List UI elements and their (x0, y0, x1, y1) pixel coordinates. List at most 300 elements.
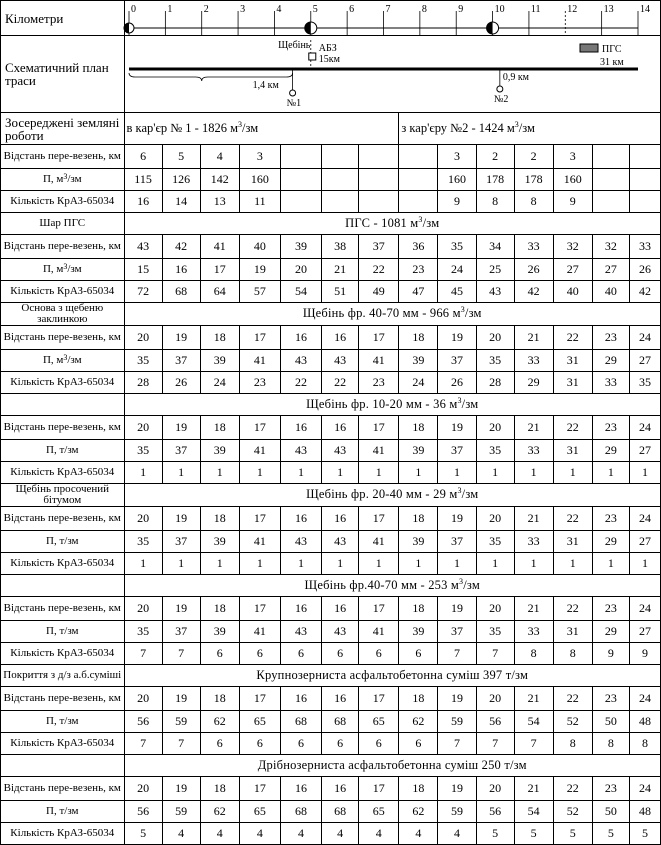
value-cell: 16 (322, 416, 359, 440)
row-label: Кількість КрАЗ-65034 (1, 281, 125, 303)
value-cell: 18 (399, 777, 438, 801)
value-cell: 56 (476, 711, 514, 733)
value-cell: 17 (239, 326, 280, 350)
value-cell: 42 (514, 281, 553, 303)
value-cell: 7 (438, 643, 476, 665)
value-cell: 20 (476, 687, 514, 711)
value-cell: 16 (322, 326, 359, 350)
value-cell: 6 (124, 145, 162, 169)
table-row (1, 711, 661, 733)
row-label: П, т/зм (1, 531, 125, 553)
km-tick-label: 5 (312, 4, 318, 15)
value-cell: 50 (592, 801, 629, 823)
table-row (1, 281, 661, 303)
value-cell: 1 (399, 462, 438, 484)
value-cell: 35 (476, 440, 514, 462)
value-cell: 3 (239, 145, 280, 169)
value-cell: 31 (553, 531, 592, 553)
value-cell: 23 (399, 259, 438, 281)
value-cell: 20 (476, 326, 514, 350)
value-cell: 18 (200, 597, 239, 621)
value-cell: 1 (124, 553, 162, 575)
row-label: Кількість КрАЗ-65034 (1, 823, 125, 845)
km-tick-label: 8 (421, 4, 427, 15)
value-cell: 27 (629, 531, 660, 553)
value-cell: 35 (124, 531, 162, 553)
value-cell: 20 (124, 507, 162, 531)
value-cell: 22 (280, 372, 321, 394)
value-cell (592, 191, 629, 213)
value-cell: 22 (553, 507, 592, 531)
value-cell: 18 (200, 777, 239, 801)
value-cell: 41 (239, 350, 280, 372)
row-label: Відстань пере-везень, км (1, 687, 125, 711)
table-row (1, 665, 661, 687)
value-cell: 28 (476, 372, 514, 394)
km-marker-icon (124, 23, 134, 33)
value-cell: 8 (629, 733, 660, 755)
value-cell: 17 (359, 687, 399, 711)
row-label: Кількість КрАЗ-65034 (1, 372, 125, 394)
value-cell: 23 (239, 372, 280, 394)
value-cell: 22 (553, 597, 592, 621)
value-cell: 20 (124, 326, 162, 350)
row-label: Відстань пере-везень, км (1, 507, 125, 531)
value-cell: 41 (239, 531, 280, 553)
value-cell: 9 (629, 643, 660, 665)
value-cell: 4 (359, 823, 399, 845)
table-row (1, 823, 661, 845)
quarry1-icon (289, 90, 295, 96)
value-cell: 1 (438, 462, 476, 484)
value-cell: 22 (553, 416, 592, 440)
table-row (1, 1, 661, 36)
value-cell: 21 (514, 597, 553, 621)
value-cell: 40 (592, 281, 629, 303)
value-cell: 41 (239, 440, 280, 462)
value-cell (322, 169, 359, 191)
value-cell: 37 (162, 440, 200, 462)
value-cell (629, 191, 660, 213)
section-title: Щебінь фр. 20-40 мм - 29 $м^3/зм$ (124, 484, 660, 507)
value-cell: 19 (438, 777, 476, 801)
value-cell: 56 (124, 711, 162, 733)
value-cell: 62 (200, 801, 239, 823)
value-cell: 54 (514, 711, 553, 733)
km-tick-label: 2 (203, 4, 209, 15)
value-cell (592, 169, 629, 191)
value-cell: 160 (553, 169, 592, 191)
value-cell: 19 (438, 507, 476, 531)
value-cell: 5 (553, 823, 592, 845)
row-label: Відстань пере-везень, км (1, 777, 125, 801)
value-cell: 16 (322, 777, 359, 801)
table-row (1, 213, 661, 235)
km-tick-label: 0 (130, 4, 136, 15)
value-cell: 1 (629, 553, 660, 575)
value-cell: 1 (476, 462, 514, 484)
value-cell: 17 (239, 777, 280, 801)
value-cell: 43 (280, 440, 321, 462)
value-cell: 37 (162, 531, 200, 553)
value-cell (322, 191, 359, 213)
value-cell: 17 (359, 326, 399, 350)
value-cell: 27 (592, 259, 629, 281)
value-cell: 39 (399, 350, 438, 372)
row-label: Кількість КрАЗ-65034 (1, 733, 125, 755)
section-title: Щебінь фр. 40-70 мм - 966 $м^3/зм$ (124, 303, 660, 326)
route-plan (124, 36, 660, 113)
value-cell: 39 (200, 350, 239, 372)
value-cell: 16 (280, 416, 321, 440)
value-cell: 23 (592, 416, 629, 440)
value-cell (280, 191, 321, 213)
section-label: Щебінь просочений бітумом (1, 484, 125, 507)
value-cell: 18 (200, 687, 239, 711)
value-cell: 1 (438, 553, 476, 575)
value-cell: 1 (162, 553, 200, 575)
value-cell: 1 (200, 553, 239, 575)
value-cell: 39 (200, 440, 239, 462)
value-cell: 64 (200, 281, 239, 303)
value-cell: 68 (162, 281, 200, 303)
value-cell: 11 (239, 191, 280, 213)
value-cell (629, 169, 660, 191)
value-cell: 16 (280, 326, 321, 350)
value-cell: 59 (162, 801, 200, 823)
value-cell: 41 (239, 621, 280, 643)
plan-q1-dist: 1,4 км (252, 80, 279, 91)
value-cell: 20 (124, 777, 162, 801)
plan-abz-km: 15км (318, 54, 340, 65)
value-cell: 37 (162, 350, 200, 372)
value-cell: 54 (280, 281, 321, 303)
table-row (1, 235, 661, 259)
row-label: П, т/зм (1, 801, 125, 823)
value-cell: 23 (359, 372, 399, 394)
value-cell: 4 (280, 823, 321, 845)
value-cell: 27 (629, 440, 660, 462)
value-cell: 29 (592, 440, 629, 462)
value-cell: 31 (553, 350, 592, 372)
value-cell: 6 (322, 643, 359, 665)
value-cell: 43 (322, 440, 359, 462)
value-cell: 24 (629, 777, 660, 801)
value-cell: 16 (124, 191, 162, 213)
value-cell: 19 (438, 416, 476, 440)
section-title: Щебінь фр.40-70 мм - 253 $м^3/зм$ (124, 575, 660, 597)
value-cell: 21 (322, 259, 359, 281)
table-row (1, 259, 661, 281)
value-cell (280, 145, 321, 169)
value-cell: 24 (629, 507, 660, 531)
value-cell: 22 (553, 326, 592, 350)
value-cell: 17 (239, 507, 280, 531)
earthworks-label: Зосереджені земляні роботи (1, 113, 125, 145)
value-cell: 8 (514, 191, 553, 213)
value-cell: 32 (553, 235, 592, 259)
value-cell: 1 (200, 462, 239, 484)
value-cell: 29 (592, 531, 629, 553)
section-title: Щебінь фр. 10-20 мм - 36 $м^3/зм$ (124, 394, 660, 416)
value-cell: 40 (239, 235, 280, 259)
value-cell: 1 (514, 462, 553, 484)
row-label: Кількість КрАЗ-65034 (1, 462, 125, 484)
value-cell: 17 (359, 507, 399, 531)
section-label: Покриття з д/з а.б.суміші (1, 665, 125, 687)
value-cell: 16 (280, 777, 321, 801)
value-cell: 6 (239, 733, 280, 755)
section-label: Шар ПГС (1, 213, 125, 235)
km-tick-label: 3 (239, 4, 245, 15)
value-cell: 33 (629, 235, 660, 259)
value-cell: 7 (162, 643, 200, 665)
value-cell: 17 (239, 597, 280, 621)
km-tick-label: 13 (603, 4, 614, 15)
value-cell: 160 (239, 169, 280, 191)
value-cell: 18 (399, 687, 438, 711)
value-cell: 39 (399, 440, 438, 462)
value-cell (399, 145, 438, 169)
km-label: Кілометри (1, 1, 125, 36)
value-cell (322, 145, 359, 169)
value-cell: 19 (438, 597, 476, 621)
value-cell: 6 (200, 643, 239, 665)
row-label: Кількість КрАЗ-65034 (1, 643, 125, 665)
value-cell: 65 (239, 711, 280, 733)
value-cell: 4 (200, 145, 239, 169)
value-cell: 6 (399, 643, 438, 665)
value-cell: 49 (359, 281, 399, 303)
value-cell: 43 (476, 281, 514, 303)
value-cell: 6 (359, 733, 399, 755)
value-cell: 37 (359, 235, 399, 259)
value-cell: 23 (592, 777, 629, 801)
value-cell: 18 (200, 416, 239, 440)
value-cell: 37 (438, 440, 476, 462)
section-label: Основа з щебеню заклинкою (1, 303, 125, 326)
value-cell: 24 (438, 259, 476, 281)
value-cell: 20 (124, 416, 162, 440)
row-label: Відстань пере-везень, км (1, 597, 125, 621)
value-cell: 7 (476, 643, 514, 665)
abz-icon (308, 53, 315, 60)
value-cell: 35 (629, 372, 660, 394)
value-cell: 1 (280, 462, 321, 484)
value-cell: 7 (514, 733, 553, 755)
section-label (1, 755, 125, 777)
value-cell: 21 (514, 777, 553, 801)
value-cell: 43 (280, 531, 321, 553)
value-cell: 15 (124, 259, 162, 281)
value-cell: 17 (359, 597, 399, 621)
value-cell: 20 (476, 507, 514, 531)
value-cell: 1 (514, 553, 553, 575)
value-cell (399, 169, 438, 191)
value-cell: 26 (514, 259, 553, 281)
value-cell: 56 (476, 801, 514, 823)
value-cell: 6 (359, 643, 399, 665)
section-label (1, 394, 125, 416)
value-cell: 8 (553, 733, 592, 755)
value-cell: 1 (359, 462, 399, 484)
value-cell: 39 (280, 235, 321, 259)
value-cell: 17 (200, 259, 239, 281)
value-cell: 45 (438, 281, 476, 303)
value-cell: 1 (322, 553, 359, 575)
value-cell: 142 (200, 169, 239, 191)
section-title: ПГС - 1081 $м^3/зм$ (124, 213, 660, 235)
value-cell: 59 (162, 711, 200, 733)
table-row (1, 440, 661, 462)
value-cell: 1 (359, 553, 399, 575)
value-cell: 18 (200, 326, 239, 350)
value-cell: 22 (359, 259, 399, 281)
table-row (1, 643, 661, 665)
value-cell: 48 (629, 801, 660, 823)
table-row (1, 372, 661, 394)
value-cell: 1 (553, 553, 592, 575)
table-row (1, 553, 661, 575)
value-cell: 21 (514, 687, 553, 711)
value-cell: 3 (438, 145, 476, 169)
table-row (1, 394, 661, 416)
value-cell: 65 (359, 801, 399, 823)
value-cell: 18 (399, 507, 438, 531)
value-cell: 5 (162, 145, 200, 169)
value-cell: 29 (592, 350, 629, 372)
value-cell: 2 (514, 145, 553, 169)
value-cell: 7 (162, 733, 200, 755)
value-cell: 9 (438, 191, 476, 213)
table-row (1, 777, 661, 801)
plan-label: Схематичний план траси (1, 36, 125, 113)
km-tick-label: 9 (457, 4, 463, 15)
section-title: Крупнозерниста асфальтобетонна суміш 397 т/зм (124, 665, 660, 687)
value-cell: 23 (592, 507, 629, 531)
value-cell: 47 (399, 281, 438, 303)
value-cell: 126 (162, 169, 200, 191)
value-cell: 23 (592, 687, 629, 711)
section-title: Дрібнозерниста асфальтобетонна суміш 250 т/зм (124, 755, 660, 777)
km-marker-icon (486, 22, 498, 34)
plan-q2-dist: 0,9 км (502, 72, 529, 83)
table-row (1, 326, 661, 350)
value-cell: 6 (200, 733, 239, 755)
value-cell: 19 (162, 326, 200, 350)
value-cell: 24 (200, 372, 239, 394)
value-cell: 57 (239, 281, 280, 303)
value-cell: 7 (124, 643, 162, 665)
value-cell: 6 (280, 733, 321, 755)
value-cell: 22 (322, 372, 359, 394)
value-cell: 26 (162, 372, 200, 394)
value-cell: 33 (514, 440, 553, 462)
value-cell: 62 (399, 711, 438, 733)
value-cell (592, 145, 629, 169)
table-row (1, 733, 661, 755)
value-cell: 41 (359, 350, 399, 372)
value-cell: 13 (200, 191, 239, 213)
value-cell: 29 (514, 372, 553, 394)
row-label: Кількість КрАЗ-65034 (1, 191, 125, 213)
value-cell (359, 169, 399, 191)
value-cell: 8 (514, 643, 553, 665)
value-cell: 62 (399, 801, 438, 823)
value-cell: 4 (322, 823, 359, 845)
value-cell: 33 (514, 350, 553, 372)
value-cell (280, 169, 321, 191)
value-cell: 65 (359, 711, 399, 733)
value-cell: 5 (592, 823, 629, 845)
value-cell: 4 (200, 823, 239, 845)
value-cell: 35 (438, 235, 476, 259)
value-cell: 35 (124, 440, 162, 462)
value-cell: 37 (438, 621, 476, 643)
value-cell: 6 (399, 733, 438, 755)
table-row (1, 531, 661, 553)
value-cell: 43 (322, 621, 359, 643)
value-cell: 3 (553, 145, 592, 169)
value-cell: 5 (476, 823, 514, 845)
plan-pgs-label: ПГС (601, 44, 622, 55)
value-cell: 22 (553, 687, 592, 711)
value-cell: 2 (476, 145, 514, 169)
table-row (1, 113, 661, 145)
row-label: П, т/зм (1, 711, 125, 733)
value-cell: 16 (322, 597, 359, 621)
value-cell: 59 (438, 801, 476, 823)
value-cell: 31 (553, 372, 592, 394)
value-cell: 37 (162, 621, 200, 643)
value-cell: 72 (124, 281, 162, 303)
value-cell: 27 (553, 259, 592, 281)
km-tick-label: 7 (385, 4, 391, 15)
value-cell: 19 (162, 777, 200, 801)
section-label (1, 575, 125, 597)
row-label: П, $м^3/зм$ (1, 169, 125, 191)
value-cell: 52 (553, 801, 592, 823)
table-row (1, 145, 661, 169)
row-label: Відстань пере-везень, км (1, 326, 125, 350)
table-row (1, 575, 661, 597)
table-row (1, 416, 661, 440)
value-cell: 33 (514, 235, 553, 259)
table-row (1, 801, 661, 823)
value-cell: 1 (592, 462, 629, 484)
value-cell: 59 (438, 711, 476, 733)
value-cell: 35 (124, 621, 162, 643)
table-row (1, 169, 661, 191)
value-cell: 14 (162, 191, 200, 213)
value-cell: 8 (476, 191, 514, 213)
value-cell: 7 (438, 733, 476, 755)
value-cell: 28 (124, 372, 162, 394)
value-cell: 24 (629, 597, 660, 621)
value-cell: 42 (629, 281, 660, 303)
value-cell: 24 (629, 326, 660, 350)
value-cell: 36 (399, 235, 438, 259)
value-cell: 1 (553, 462, 592, 484)
value-cell: 5 (629, 823, 660, 845)
value-cell: 21 (514, 416, 553, 440)
table-row (1, 191, 661, 213)
value-cell: 33 (592, 372, 629, 394)
value-cell: 37 (438, 350, 476, 372)
value-cell: 8 (592, 733, 629, 755)
plan-q1: №1 (286, 98, 301, 109)
value-cell: 35 (476, 350, 514, 372)
